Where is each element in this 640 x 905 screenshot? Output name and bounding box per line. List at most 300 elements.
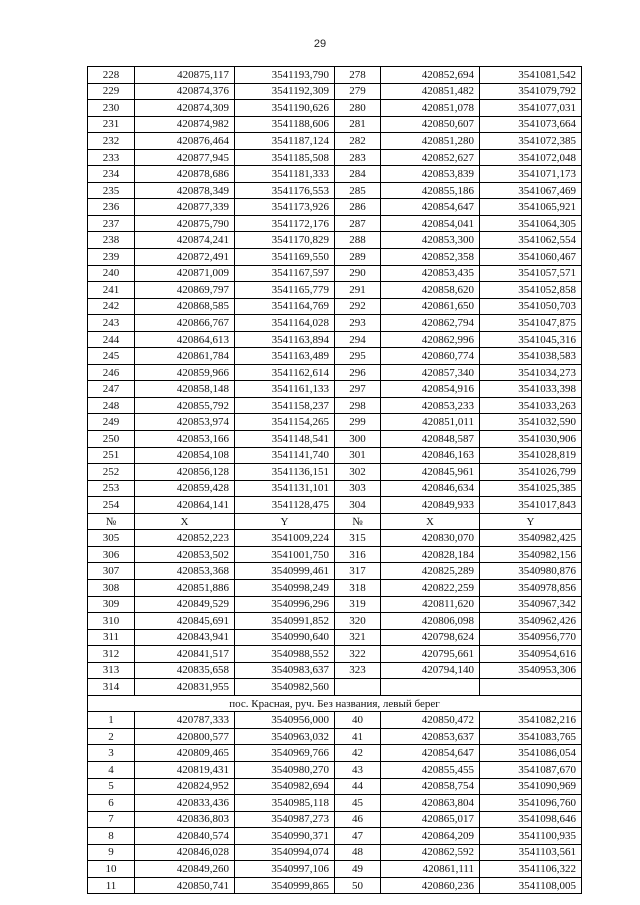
x-right-cell: 420828,184 (381, 546, 480, 563)
point-number-right-cell: 48 (335, 844, 381, 861)
x-left-cell: 420835,658 (135, 662, 235, 679)
point-number-left-cell: 233 (88, 149, 135, 166)
x-left-cell: 420853,502 (135, 546, 235, 563)
point-number-left-cell: 314 (88, 679, 135, 696)
table-row (88, 646, 582, 663)
x-right-cell: 420851,011 (381, 414, 480, 431)
x-left-cell: 420868,585 (135, 298, 235, 315)
y-right-cell (480, 679, 582, 696)
x-left-cell: 420841,517 (135, 646, 235, 663)
y-right-cell: 3540956,770 (480, 629, 582, 646)
point-number-right-cell: 285 (335, 182, 381, 199)
y-right-cell: 3541082,216 (480, 712, 582, 729)
table-row (88, 712, 582, 729)
point-number-left-cell: 252 (88, 464, 135, 481)
x-right-cell: 420851,280 (381, 133, 480, 150)
point-number-left-cell: 241 (88, 282, 135, 299)
x-right-cell: 420854,647 (381, 199, 480, 216)
x-left-cell: 420853,368 (135, 563, 235, 580)
x-left-cell: 420858,148 (135, 381, 235, 398)
coordinates-table (87, 66, 582, 894)
table-row (88, 431, 582, 448)
point-number-left-cell: 4 (88, 761, 135, 778)
y-right-cell: 3541050,703 (480, 298, 582, 315)
x-right-cell: 420846,163 (381, 447, 480, 464)
y-right-cell: 3541103,561 (480, 844, 582, 861)
point-number-left-cell: 229 (88, 83, 135, 100)
table-row (88, 133, 582, 150)
point-number-left-cell: 232 (88, 133, 135, 150)
y-left-cell: 3541193,790 (235, 67, 335, 84)
table-row (88, 530, 582, 547)
table-row (88, 249, 582, 266)
x-left-cell: 420853,974 (135, 414, 235, 431)
x-right-cell: 420853,233 (381, 397, 480, 414)
point-number-left-cell: 244 (88, 331, 135, 348)
point-number-right-cell: 300 (335, 431, 381, 448)
point-number-left-cell: 239 (88, 249, 135, 266)
x-right-cell: 420858,620 (381, 282, 480, 299)
table-row (88, 100, 582, 117)
point-number-left-cell: № (88, 513, 135, 530)
point-number-left-cell: 236 (88, 199, 135, 216)
y-left-cell: 3541165,779 (235, 282, 335, 299)
x-left-cell: 420833,436 (135, 795, 235, 812)
table-row (88, 745, 582, 762)
point-number-right-cell: 295 (335, 348, 381, 365)
x-right-cell: X (381, 513, 480, 530)
x-right-cell: 420850,607 (381, 116, 480, 133)
x-right-cell: 420851,078 (381, 100, 480, 117)
x-right-cell: 420864,209 (381, 828, 480, 845)
point-number-right-cell: 281 (335, 116, 381, 133)
point-number-right-cell: 323 (335, 662, 381, 679)
y-left-cell: 3541190,626 (235, 100, 335, 117)
point-number-right-cell: 40 (335, 712, 381, 729)
point-number-right-cell: 316 (335, 546, 381, 563)
point-number-left-cell: 6 (88, 795, 135, 812)
table-row (88, 497, 582, 514)
point-number-right-cell: 317 (335, 563, 381, 580)
table-row (88, 83, 582, 100)
x-left-cell: 420852,223 (135, 530, 235, 547)
point-number-right-cell: 45 (335, 795, 381, 812)
y-right-cell: 3541098,646 (480, 811, 582, 828)
x-right-cell: 420862,592 (381, 844, 480, 861)
point-number-left-cell: 235 (88, 182, 135, 199)
y-left-cell: 3541162,614 (235, 364, 335, 381)
point-number-right-cell: 44 (335, 778, 381, 795)
point-number-right-cell: 279 (335, 83, 381, 100)
y-right-cell: 3541077,031 (480, 100, 582, 117)
x-left-cell: 420875,117 (135, 67, 235, 84)
table-row (88, 613, 582, 630)
x-right-cell: 420850,472 (381, 712, 480, 729)
table-row (88, 795, 582, 812)
point-number-right-cell: 47 (335, 828, 381, 845)
point-number-left-cell: 248 (88, 397, 135, 414)
point-number-right-cell: 290 (335, 265, 381, 282)
point-number-right-cell: 315 (335, 530, 381, 547)
y-left-cell: 3540994,074 (235, 844, 335, 861)
x-right-cell: 420860,774 (381, 348, 480, 365)
point-number-left-cell: 230 (88, 100, 135, 117)
table-row (88, 877, 582, 894)
y-left-cell: 3540969,766 (235, 745, 335, 762)
point-number-right-cell: 298 (335, 397, 381, 414)
x-right-cell: 420795,661 (381, 646, 480, 663)
point-number-left-cell: 237 (88, 215, 135, 232)
x-left-cell: 420846,028 (135, 844, 235, 861)
x-left-cell: 420840,574 (135, 828, 235, 845)
y-right-cell: 3540982,156 (480, 546, 582, 563)
y-right-cell: 3541065,921 (480, 199, 582, 216)
x-left-cell: 420874,376 (135, 83, 235, 100)
y-left-cell: 3541136,151 (235, 464, 335, 481)
y-right-cell: 3541026,799 (480, 464, 582, 481)
point-number-left-cell: 7 (88, 811, 135, 828)
x-right-cell: 420852,694 (381, 67, 480, 84)
y-left-cell: 3541164,028 (235, 315, 335, 332)
y-left-cell: 3540988,552 (235, 646, 335, 663)
point-number-right-cell: 297 (335, 381, 381, 398)
point-number-right-cell: 280 (335, 100, 381, 117)
y-right-cell: 3541073,664 (480, 116, 582, 133)
table-row (88, 282, 582, 299)
x-right-cell: 420825,289 (381, 563, 480, 580)
point-number-right-cell: 293 (335, 315, 381, 332)
point-number-left-cell: 1 (88, 712, 135, 729)
point-number-left-cell: 309 (88, 596, 135, 613)
table-row (88, 662, 582, 679)
point-number-left-cell: 307 (88, 563, 135, 580)
y-left-cell: 3541185,508 (235, 149, 335, 166)
x-right-cell: 420861,111 (381, 861, 480, 878)
y-right-cell: 3541086,054 (480, 745, 582, 762)
point-number-left-cell: 240 (88, 265, 135, 282)
y-right-cell: 3541045,316 (480, 331, 582, 348)
y-right-cell: 3540953,306 (480, 662, 582, 679)
y-left-cell: 3540985,118 (235, 795, 335, 812)
y-right-cell: 3541079,792 (480, 83, 582, 100)
point-number-right-cell: 284 (335, 166, 381, 183)
table-row (88, 116, 582, 133)
x-left-cell: 420864,141 (135, 497, 235, 514)
table-row (88, 563, 582, 580)
table-row (88, 199, 582, 216)
table-row (88, 811, 582, 828)
y-left-cell: 3540996,296 (235, 596, 335, 613)
x-right-cell: 420794,140 (381, 662, 480, 679)
point-number-right-cell: 50 (335, 877, 381, 894)
point-number-right-cell: 46 (335, 811, 381, 828)
point-number-right-cell: 303 (335, 480, 381, 497)
table-row (88, 596, 582, 613)
point-number-left-cell: 242 (88, 298, 135, 315)
x-right-cell: 420855,455 (381, 761, 480, 778)
point-number-right-cell: 322 (335, 646, 381, 663)
y-left-cell: 3541187,124 (235, 133, 335, 150)
point-number-left-cell: 234 (88, 166, 135, 183)
point-number-left-cell: 238 (88, 232, 135, 249)
x-left-cell: 420850,741 (135, 877, 235, 894)
point-number-left-cell: 310 (88, 613, 135, 630)
y-left-cell: 3541001,750 (235, 546, 335, 563)
point-number-right-cell: 287 (335, 215, 381, 232)
x-left-cell: 420851,886 (135, 579, 235, 596)
table-row (88, 778, 582, 795)
point-number-right-cell: 302 (335, 464, 381, 481)
y-right-cell: 3541083,765 (480, 728, 582, 745)
y-right-cell: 3541025,385 (480, 480, 582, 497)
y-right-cell: 3541067,469 (480, 182, 582, 199)
y-left-cell: 3540956,000 (235, 712, 335, 729)
point-number-left-cell: 10 (88, 861, 135, 878)
y-left-cell: 3540997,106 (235, 861, 335, 878)
x-right-cell: 420855,186 (381, 182, 480, 199)
point-number-left-cell: 254 (88, 497, 135, 514)
x-left-cell: 420859,428 (135, 480, 235, 497)
y-right-cell: 3541096,760 (480, 795, 582, 812)
x-right-cell: 420846,634 (381, 480, 480, 497)
x-right-cell: 420862,996 (381, 331, 480, 348)
table-row (88, 679, 582, 696)
point-number-left-cell: 5 (88, 778, 135, 795)
x-left-cell: 420869,797 (135, 282, 235, 299)
y-left-cell: 3540999,461 (235, 563, 335, 580)
y-right-cell: 3541108,005 (480, 877, 582, 894)
x-right-cell: 420858,754 (381, 778, 480, 795)
y-right-cell: 3541072,385 (480, 133, 582, 150)
y-right-cell: 3541060,467 (480, 249, 582, 266)
table-row (88, 414, 582, 431)
point-number-right-cell: 296 (335, 364, 381, 381)
y-right-cell: 3541028,819 (480, 447, 582, 464)
x-left-cell: 420831,955 (135, 679, 235, 696)
x-right-cell: 420863,804 (381, 795, 480, 812)
y-right-cell: 3540978,856 (480, 579, 582, 596)
table-row (88, 629, 582, 646)
y-right-cell: 3540962,426 (480, 613, 582, 630)
y-right-cell: 3541057,571 (480, 265, 582, 282)
table-row (88, 232, 582, 249)
table-row (88, 546, 582, 563)
x-left-cell: 420872,491 (135, 249, 235, 266)
x-left-cell: 420800,577 (135, 728, 235, 745)
page-number: 29 (313, 38, 327, 50)
point-number-left-cell: 3 (88, 745, 135, 762)
y-right-cell: 3541072,048 (480, 149, 582, 166)
x-left-cell: 420856,128 (135, 464, 235, 481)
x-left-cell: 420876,464 (135, 133, 235, 150)
table-row (88, 182, 582, 199)
x-right-cell (381, 679, 480, 696)
x-left-cell: 420824,952 (135, 778, 235, 795)
point-number-right-cell: 318 (335, 579, 381, 596)
x-left-cell: 420866,767 (135, 315, 235, 332)
y-left-cell: 3541167,597 (235, 265, 335, 282)
x-right-cell: 420854,041 (381, 215, 480, 232)
x-left-cell: 420878,686 (135, 166, 235, 183)
y-left-cell: 3541181,333 (235, 166, 335, 183)
section-caption-row (88, 695, 582, 712)
x-left-cell: 420877,339 (135, 199, 235, 216)
y-left-cell: 3541163,489 (235, 348, 335, 365)
point-number-right-cell: 282 (335, 133, 381, 150)
y-right-cell: 3541081,542 (480, 67, 582, 84)
y-left-cell: Y (235, 513, 335, 530)
x-right-cell: 420854,916 (381, 381, 480, 398)
y-left-cell: 3541141,740 (235, 447, 335, 464)
x-left-cell: 420864,613 (135, 331, 235, 348)
y-left-cell: 3541192,309 (235, 83, 335, 100)
y-left-cell: 3540991,852 (235, 613, 335, 630)
y-left-cell: 3541154,265 (235, 414, 335, 431)
table-row (88, 828, 582, 845)
y-right-cell: 3541033,398 (480, 381, 582, 398)
x-right-cell: 420861,650 (381, 298, 480, 315)
x-right-cell: 420854,647 (381, 745, 480, 762)
table-row (88, 381, 582, 398)
y-left-cell: 3540980,270 (235, 761, 335, 778)
y-left-cell: 3541170,829 (235, 232, 335, 249)
table-row (88, 331, 582, 348)
x-right-cell: 420853,300 (381, 232, 480, 249)
point-number-left-cell: 228 (88, 67, 135, 84)
point-number-left-cell: 247 (88, 381, 135, 398)
x-left-cell: 420854,108 (135, 447, 235, 464)
y-right-cell: 3541064,305 (480, 215, 582, 232)
y-right-cell: 3541034,273 (480, 364, 582, 381)
point-number-left-cell: 246 (88, 364, 135, 381)
point-number-right-cell (335, 679, 381, 696)
y-right-cell: 3540982,425 (480, 530, 582, 547)
y-left-cell: 3540963,032 (235, 728, 335, 745)
point-number-left-cell: 311 (88, 629, 135, 646)
table-row (88, 364, 582, 381)
point-number-right-cell: 291 (335, 282, 381, 299)
table-row (88, 149, 582, 166)
point-number-right-cell: № (335, 513, 381, 530)
x-right-cell: 420851,482 (381, 83, 480, 100)
y-right-cell: 3540967,342 (480, 596, 582, 613)
table-row (88, 298, 582, 315)
y-left-cell: 3541164,769 (235, 298, 335, 315)
y-left-cell: 3541172,176 (235, 215, 335, 232)
x-left-cell: 420859,966 (135, 364, 235, 381)
y-left-cell: 3540982,694 (235, 778, 335, 795)
point-number-right-cell: 299 (335, 414, 381, 431)
y-left-cell: 3541188,606 (235, 116, 335, 133)
y-left-cell: 3541173,926 (235, 199, 335, 216)
x-left-cell: 420809,465 (135, 745, 235, 762)
table-row (88, 397, 582, 414)
table-row (88, 67, 582, 84)
y-right-cell: 3541052,858 (480, 282, 582, 299)
point-number-right-cell: 294 (335, 331, 381, 348)
x-left-cell: 420819,431 (135, 761, 235, 778)
y-right-cell: 3541090,969 (480, 778, 582, 795)
point-number-left-cell: 313 (88, 662, 135, 679)
y-left-cell: 3540999,865 (235, 877, 335, 894)
y-left-cell: 3540998,249 (235, 579, 335, 596)
x-left-cell: 420874,982 (135, 116, 235, 133)
x-left-cell: 420855,792 (135, 397, 235, 414)
y-left-cell: 3541161,133 (235, 381, 335, 398)
x-left-cell: 420874,241 (135, 232, 235, 249)
y-left-cell: 3541148,541 (235, 431, 335, 448)
y-left-cell: 3540983,637 (235, 662, 335, 679)
table-row (88, 464, 582, 481)
table-row (88, 861, 582, 878)
y-left-cell: 3540982,560 (235, 679, 335, 696)
x-right-cell: 420865,017 (381, 811, 480, 828)
y-right-cell: 3541087,670 (480, 761, 582, 778)
x-right-cell: 420849,933 (381, 497, 480, 514)
x-left-cell: 420849,529 (135, 596, 235, 613)
y-left-cell: 3541009,224 (235, 530, 335, 547)
x-left-cell: 420853,166 (135, 431, 235, 448)
table-row (88, 265, 582, 282)
table-row (88, 447, 582, 464)
x-left-cell: 420787,333 (135, 712, 235, 729)
x-right-cell: 420862,794 (381, 315, 480, 332)
y-right-cell: 3541047,875 (480, 315, 582, 332)
point-number-right-cell: 289 (335, 249, 381, 266)
x-right-cell: 420811,620 (381, 596, 480, 613)
x-left-cell: X (135, 513, 235, 530)
x-right-cell: 420798,624 (381, 629, 480, 646)
y-right-cell: 3541062,554 (480, 232, 582, 249)
x-right-cell: 420853,839 (381, 166, 480, 183)
point-number-right-cell: 286 (335, 199, 381, 216)
point-number-left-cell: 249 (88, 414, 135, 431)
coordinates-table-body (88, 67, 582, 894)
x-left-cell: 420836,803 (135, 811, 235, 828)
x-right-cell: 420853,435 (381, 265, 480, 282)
point-number-right-cell: 288 (335, 232, 381, 249)
x-right-cell: 420806,098 (381, 613, 480, 630)
x-left-cell: 420874,309 (135, 100, 235, 117)
point-number-left-cell: 306 (88, 546, 135, 563)
y-left-cell: 3541131,101 (235, 480, 335, 497)
section-caption: пос. Красная, руч. Без названия, левый берег (88, 695, 582, 712)
point-number-left-cell: 231 (88, 116, 135, 133)
x-right-cell: 420857,340 (381, 364, 480, 381)
point-number-right-cell: 283 (335, 149, 381, 166)
y-left-cell: 3541176,553 (235, 182, 335, 199)
y-right-cell: 3541038,583 (480, 348, 582, 365)
y-right-cell: 3541106,322 (480, 861, 582, 878)
point-number-right-cell: 304 (335, 497, 381, 514)
point-number-right-cell: 320 (335, 613, 381, 630)
point-number-left-cell: 250 (88, 431, 135, 448)
y-right-cell: 3541030,906 (480, 431, 582, 448)
y-right-cell: 3540954,616 (480, 646, 582, 663)
point-number-right-cell: 301 (335, 447, 381, 464)
table-row (88, 215, 582, 232)
x-left-cell: 420861,784 (135, 348, 235, 365)
point-number-right-cell: 49 (335, 861, 381, 878)
x-left-cell: 420878,349 (135, 182, 235, 199)
point-number-right-cell: 41 (335, 728, 381, 745)
point-number-right-cell: 278 (335, 67, 381, 84)
x-right-cell: 420860,236 (381, 877, 480, 894)
x-left-cell: 420871,009 (135, 265, 235, 282)
point-number-left-cell: 2 (88, 728, 135, 745)
y-right-cell: 3541032,590 (480, 414, 582, 431)
y-right-cell: Y (480, 513, 582, 530)
